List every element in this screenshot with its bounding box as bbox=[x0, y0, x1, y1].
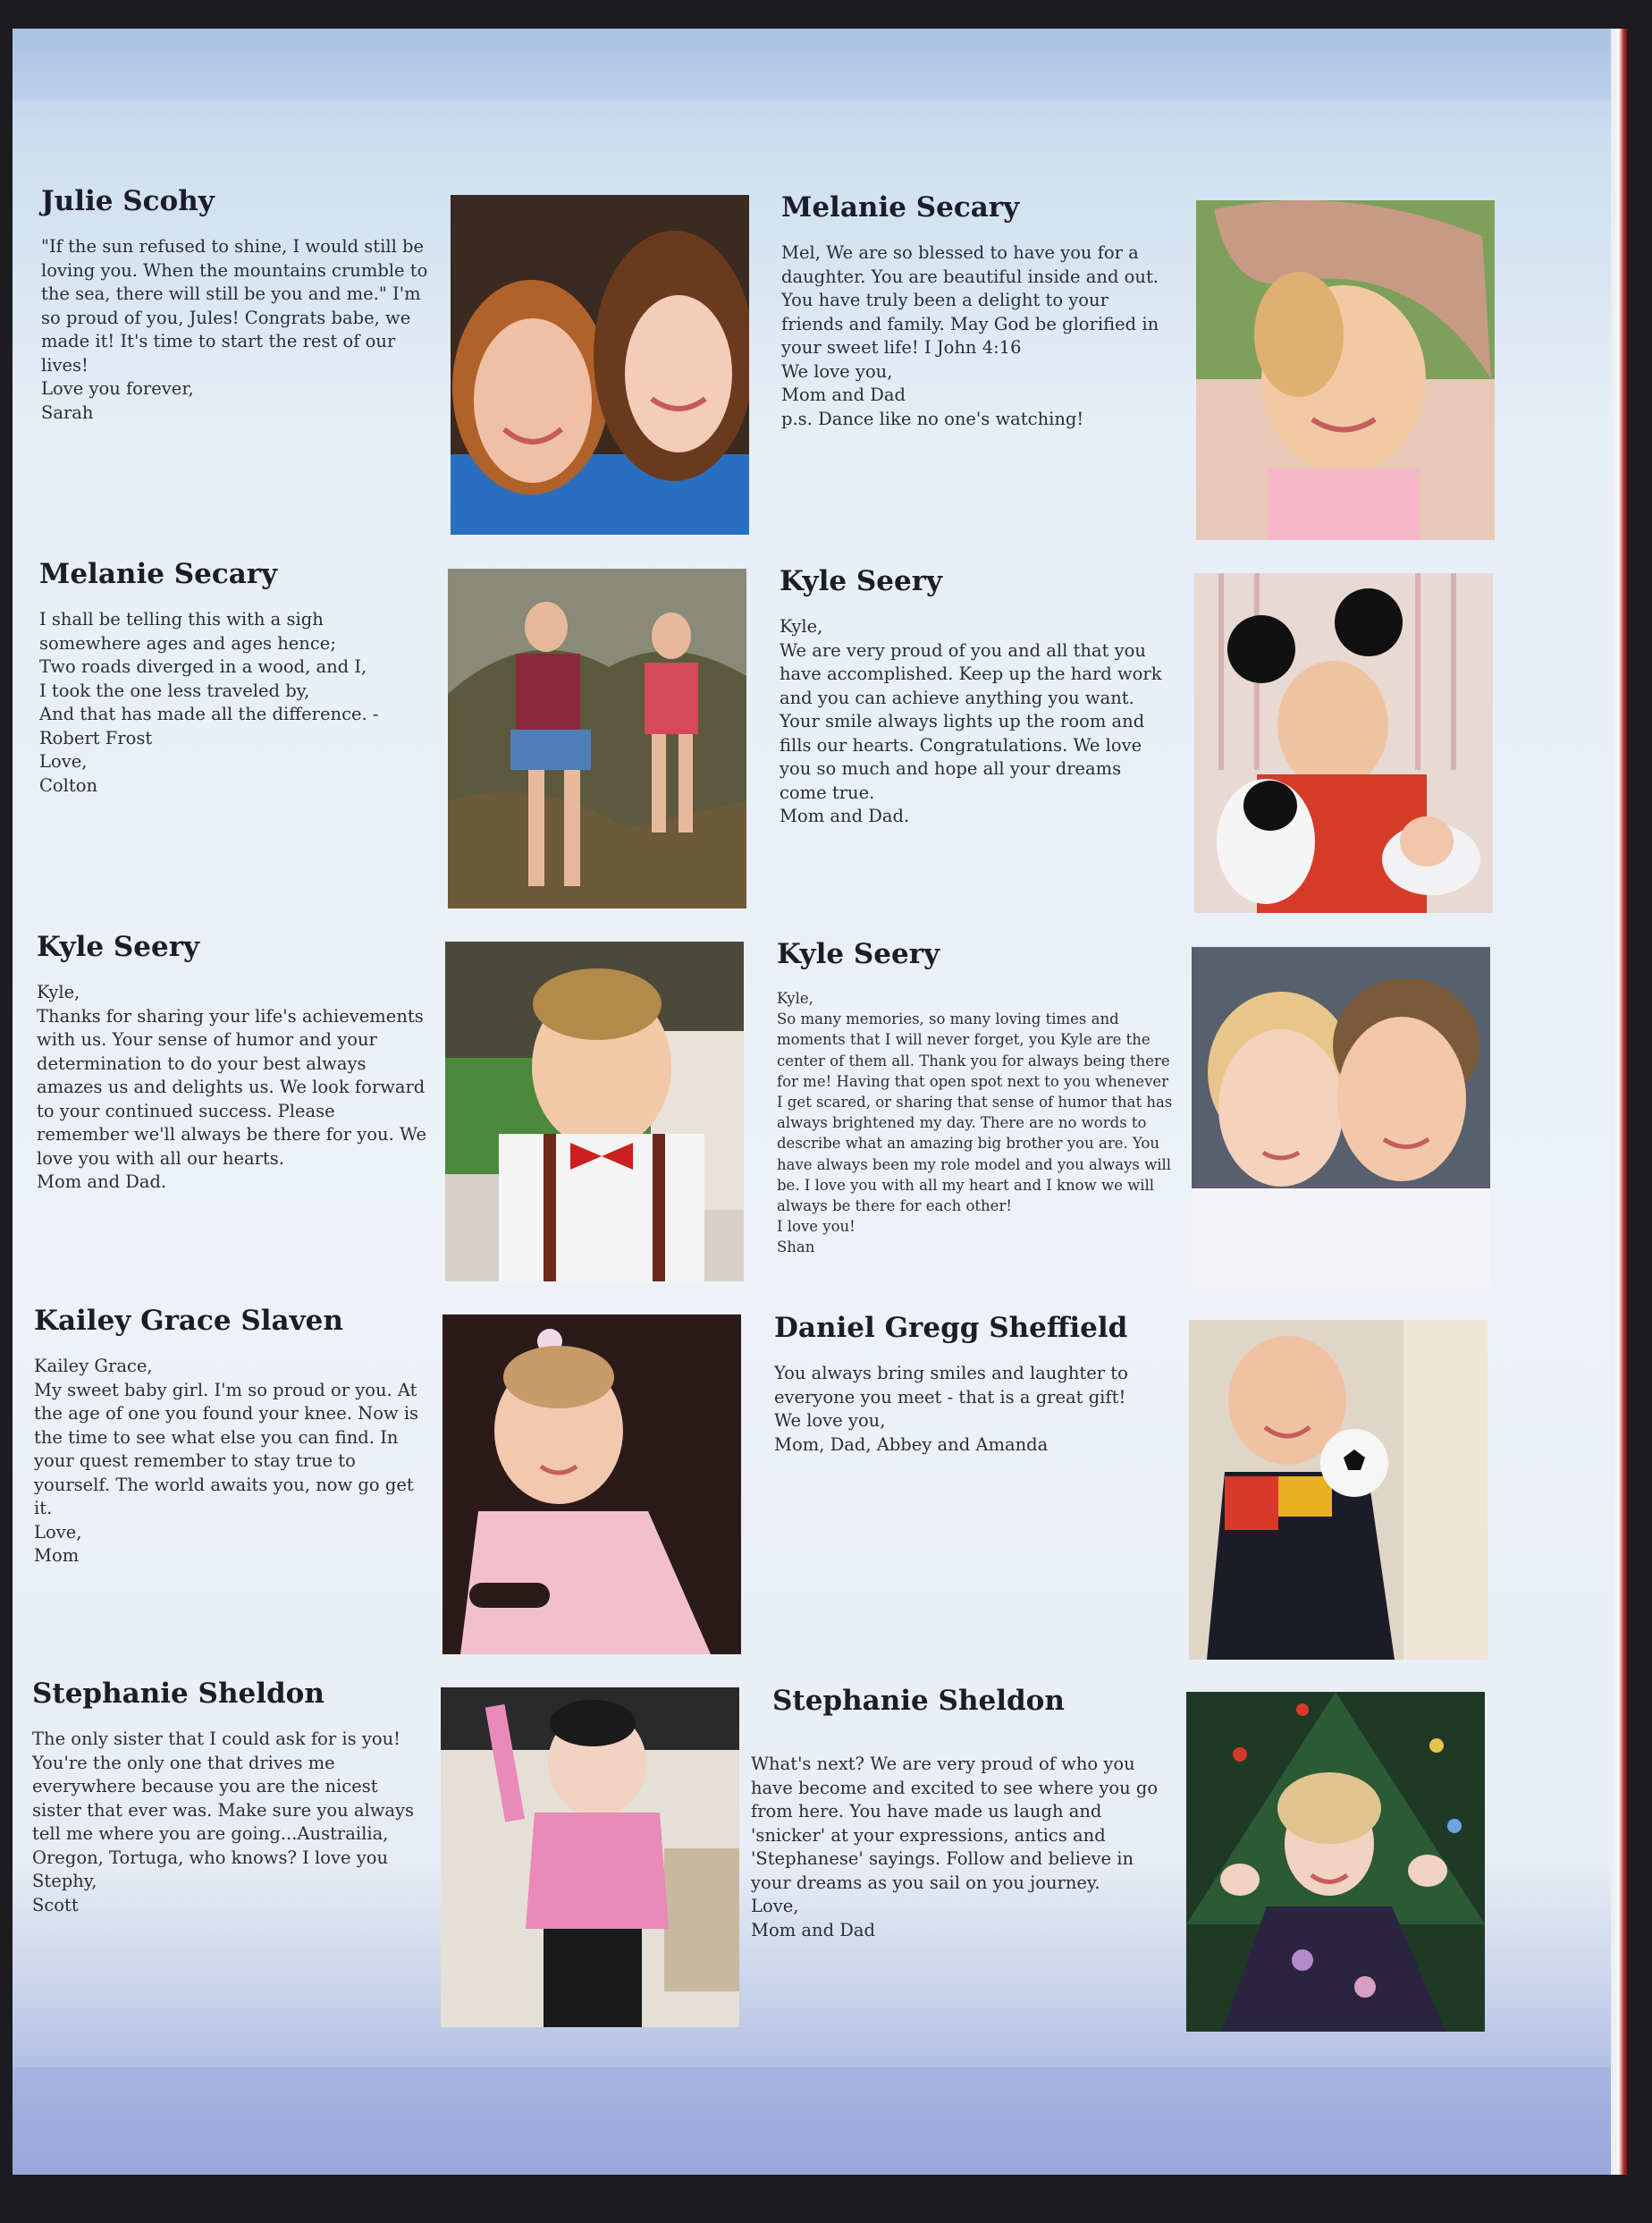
message-line: What's next? We are very proud of who you have become and excited to see where you go from here. You have made us laugh and 'snicker' at your expressions, antics and 'Stephanese' sayings. Follow and believe in your dreams as you sail on you journey. bbox=[751, 1754, 1159, 1893]
message-line: p.s. Dance like no one's watching! bbox=[781, 408, 1084, 429]
entry-melanie-secary-2 bbox=[39, 558, 433, 798]
entry-name: Kyle Seery bbox=[37, 931, 200, 963]
entry-message bbox=[751, 1753, 1175, 1942]
entry-stephanie-sheldon-1 bbox=[32, 1678, 426, 1917]
entry-message bbox=[781, 241, 1175, 431]
message-line: Scott bbox=[32, 1894, 79, 1915]
message-line: I love you! bbox=[777, 1218, 856, 1236]
entry-name: Kyle Seery bbox=[777, 938, 940, 970]
message-line: We love you, bbox=[781, 360, 893, 382]
top-band bbox=[13, 29, 1627, 100]
message-line: somewhere ages and ages hence; bbox=[39, 632, 336, 654]
bottom-band bbox=[13, 2067, 1627, 2175]
entry-message bbox=[774, 1362, 1176, 1457]
entry-name: Melanie Secary bbox=[39, 558, 278, 590]
message-line: Mom, Dad, Abbey and Amanda bbox=[774, 1433, 1049, 1455]
entry-kyle-seery-1 bbox=[780, 565, 1173, 829]
message-line: Kyle, bbox=[777, 990, 813, 1007]
entry-kailey-grace-slaven bbox=[34, 1305, 427, 1568]
message-line: Mom and Dad bbox=[751, 1919, 876, 1940]
message-line: Two roads diverged in a wood, and I, bbox=[39, 656, 367, 677]
message-line: And that has made all the difference. - Robert Frost bbox=[39, 704, 379, 748]
entry-melanie-secary-1 bbox=[781, 191, 1175, 431]
message-line: Love you forever, bbox=[41, 378, 194, 399]
page-spine-edge bbox=[1611, 29, 1627, 2175]
entry-name: Daniel Gregg Sheffield bbox=[774, 1312, 1128, 1344]
message-line: "If the sun refused to shine, I would still be loving you. When the mountains crumble to the sea, there will still be you and me." I'm so proud of you, Jules! Congrats babe, we made it! It's time to start the rest of our lives! bbox=[41, 236, 428, 376]
message-line: Kyle, bbox=[780, 616, 823, 637]
message-line: We are very proud of you and all that you have accomplished. Keep up the hard work and you can achieve anything you want. Your smile always lights up the room and fills our hearts. Congratulations. We love you so much and hope all your dreams come true. bbox=[780, 639, 1162, 803]
photo-siblings-cheek-to-cheek bbox=[1192, 947, 1490, 1287]
photo-boy-with-mouse-ears bbox=[1194, 573, 1493, 913]
message-line: Mom and Dad. bbox=[37, 1171, 167, 1192]
photo-baby-with-soccer-ball bbox=[1189, 1320, 1488, 1660]
entry-name: Kyle Seery bbox=[780, 565, 943, 597]
photo-girl-in-sun-hat bbox=[1196, 200, 1495, 540]
entry-julie-scohy bbox=[41, 185, 434, 425]
message-line: Colton bbox=[39, 774, 98, 796]
message-line: Mom and Dad bbox=[781, 385, 906, 405]
message-line: You always bring smiles and laughter to everyone you meet - that is a great gift! bbox=[774, 1363, 1128, 1407]
message-line: I took the one less traveled by, bbox=[39, 680, 310, 701]
message-line: I shall be telling this with a sigh bbox=[39, 609, 324, 630]
photo-baby-in-pink-dress bbox=[442, 1314, 741, 1654]
message-line: Shan bbox=[777, 1238, 815, 1256]
message-line: So many memories, so many loving times and moments that I will never forget, you Kyle are the center of them all. Thank you for always being there for me! Having that open spot next to you whenever I get scared, or sharing that sense of humor that has always brightened my day. There are no words to describe what an amazing big brother you are. You have always been my role model and you always will be. I love you with all my heart and I know we will always be there for each other! bbox=[777, 1010, 1173, 1215]
entry-message bbox=[41, 235, 434, 425]
yearbook-page bbox=[13, 29, 1627, 2175]
message-line: Mom and Dad. bbox=[780, 806, 910, 826]
message-line: Love, bbox=[39, 751, 88, 772]
message-line: Thanks for sharing your life's achievements with us. Your sense of humor and your determination to do your best always amazes us and delights us. We look forward to your continued success. Please remember we'll always be there for you. We love you with all our hearts. bbox=[37, 1005, 426, 1169]
entry-name: Melanie Secary bbox=[781, 191, 1020, 224]
message-line: The only sister that I could ask for is you! You're the only one that drives me everywhere because you are the nicest sister that ever was. Make sure you always tell me where you are going...Austrailia, Oregon, Tortuga, who knows? I love you Stephy, bbox=[32, 1729, 415, 1891]
entry-message bbox=[777, 988, 1174, 1258]
message-line: We love you, bbox=[774, 1410, 886, 1431]
message-line: Kailey Grace, bbox=[34, 1356, 153, 1376]
message-line: Kyle, bbox=[37, 982, 80, 1002]
message-line: Mom bbox=[34, 1545, 80, 1566]
top-edge-bleed-text bbox=[0, 0, 1652, 27]
message-line: Mel, We are so blessed to have you for a daughter. You are beautiful inside and out. You have truly been a delight to your friends and family. May God be glorified in your sweet life! I John 4:16 bbox=[781, 242, 1159, 358]
entry-stephanie-sheldon-2 bbox=[751, 1685, 1175, 1942]
photo-girl-waving-in-pink bbox=[441, 1687, 739, 2027]
entry-kyle-seery-3 bbox=[777, 938, 1174, 1258]
entry-name: Kailey Grace Slaven bbox=[34, 1305, 343, 1337]
entry-kyle-seery-2 bbox=[37, 931, 430, 1195]
entry-message bbox=[780, 615, 1173, 829]
photo-siblings-on-rocks bbox=[448, 569, 746, 909]
message-line: Love, bbox=[34, 1521, 82, 1543]
entry-name: Stephanie Sheldon bbox=[32, 1678, 324, 1710]
entry-message bbox=[34, 1355, 427, 1568]
entry-name: Julie Scohy bbox=[41, 185, 215, 217]
entry-message bbox=[39, 608, 433, 798]
entry-message bbox=[32, 1728, 426, 1917]
photo-girl-by-christmas-tree bbox=[1186, 1692, 1485, 2032]
message-line: My sweet baby girl. I'm so proud or you. At the age of one you found your knee. Now is the time to see what else you can find. In your quest remember to stay true to yourself. The world awaits you, now go get it. bbox=[34, 1379, 419, 1518]
message-line: Love, bbox=[751, 1896, 799, 1916]
photo-two-girls-smiling bbox=[451, 195, 749, 535]
entry-message bbox=[37, 981, 430, 1195]
message-line: Sarah bbox=[41, 401, 94, 423]
photo-toddler-bow-tie bbox=[445, 942, 744, 1281]
entry-daniel-gregg-sheffield bbox=[774, 1312, 1176, 1457]
entry-name: Stephanie Sheldon bbox=[772, 1685, 1065, 1717]
bottom-edge-bleed-text bbox=[0, 2193, 1652, 2219]
